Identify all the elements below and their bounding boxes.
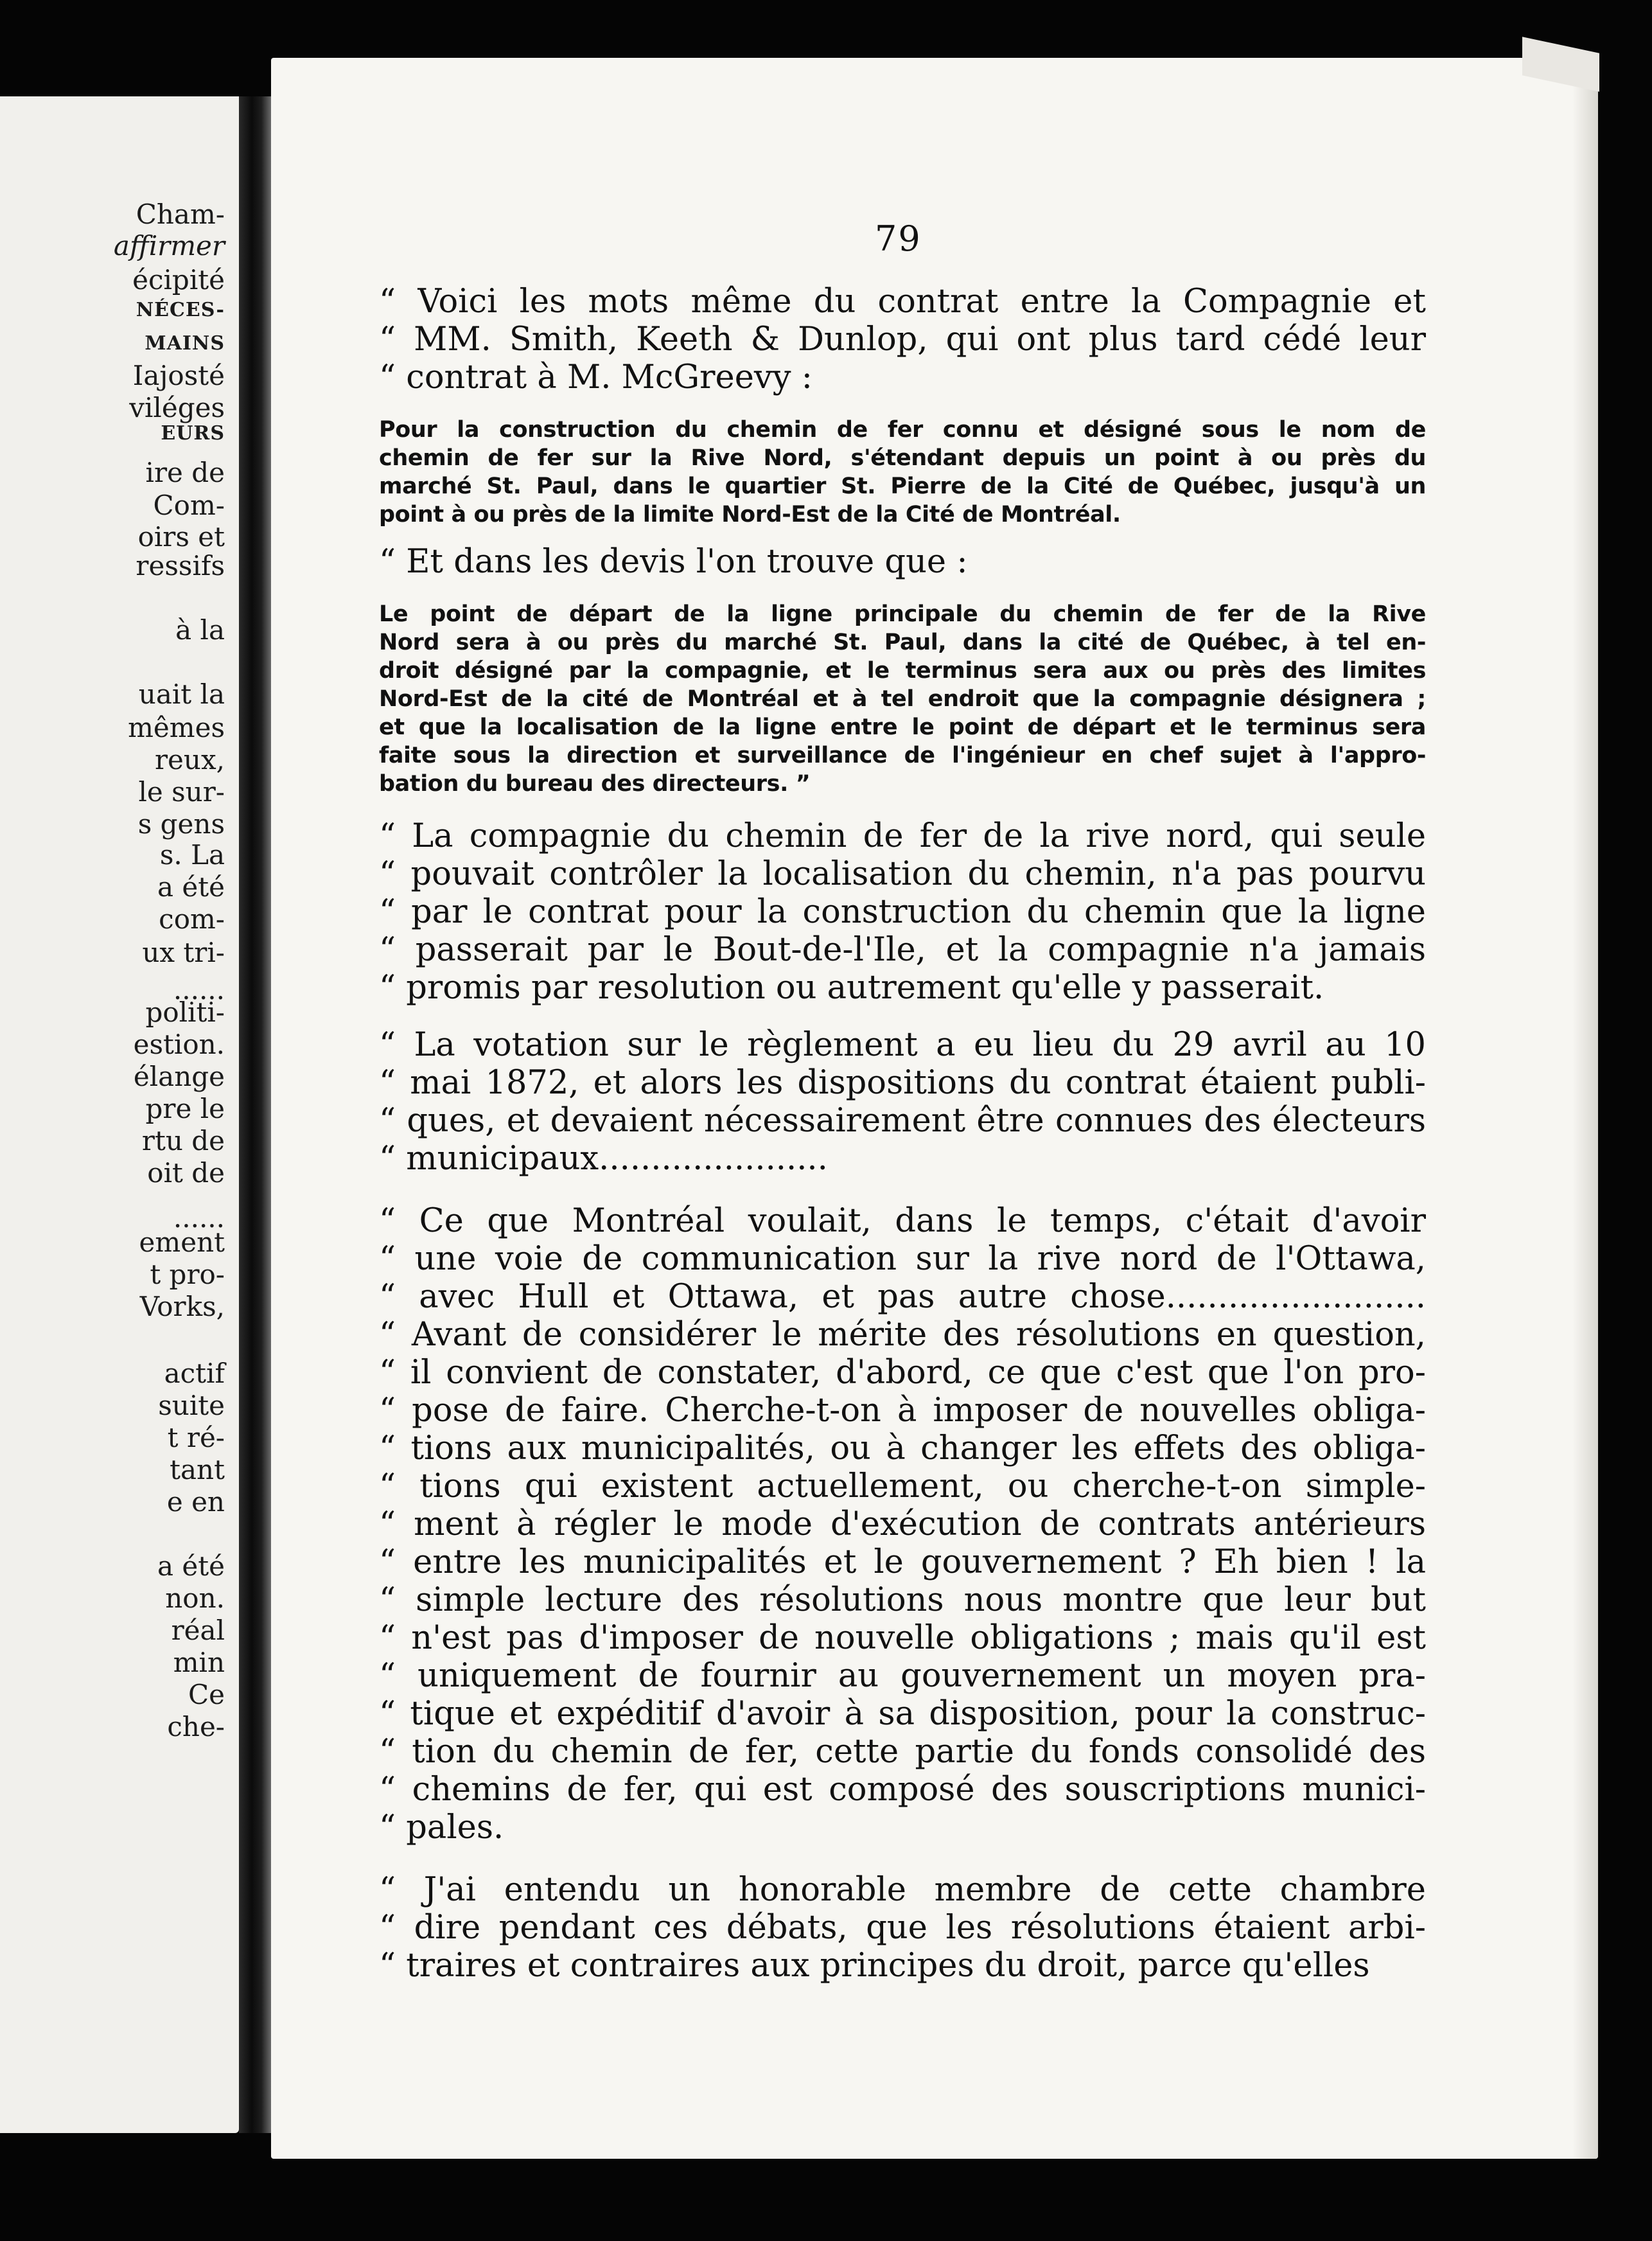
text-line: “ Ce que Montréal voulait, dans le temps, c'était d'avoir xyxy=(379,1202,1426,1240)
paragraph xyxy=(379,416,1426,529)
text-line: “ La compagnie du chemin de fer de la rive nord, qui seule xyxy=(379,817,1426,855)
left-page-line: à la xyxy=(175,614,225,646)
left-page-line: che- xyxy=(167,1711,225,1742)
text-line: “ chemins de fer, qui est composé des souscriptions munici- xyxy=(379,1771,1426,1809)
text-line: “ par le contrat pour la construction du chemin que la ligne xyxy=(379,893,1426,931)
text-line: “ La votation sur le règlement a eu lieu du 29 avril au 10 xyxy=(379,1026,1426,1064)
text-line: “ Voici les mots même du contrat entre la Compagnie et xyxy=(379,283,1426,321)
text-line: “ n'est pas d'imposer de nouvelle obligations ; mais qu'il est xyxy=(379,1619,1426,1657)
text-line: “ une voie de communication sur la rive nord de l'Ottawa, xyxy=(379,1240,1426,1278)
text-line: “ Avant de considérer le mérite des résolutions en question, xyxy=(379,1316,1426,1354)
left-page-line: com- xyxy=(159,903,225,935)
text-line: “ Et dans les devis l'on trouve que : xyxy=(379,543,968,581)
text-line: Le point de départ de la ligne principale du chemin de fer de la Rive xyxy=(379,601,1426,627)
paragraph-gap xyxy=(379,1007,1426,1026)
text-line: “ traires et contraires aux principes du droit, parce qu'elles xyxy=(379,1947,1370,1985)
text-line: “ avec Hull et Ottawa, et pas autre chose......................... xyxy=(379,1278,1426,1316)
paragraph xyxy=(379,817,1426,1007)
left-page-line: oirs et xyxy=(137,521,225,553)
text-line: “ dire pendant ces débats, que les résolutions étaient arbi- xyxy=(379,1909,1426,1947)
left-page-line: politi- xyxy=(145,996,225,1028)
left-page-line: e en xyxy=(166,1486,225,1518)
left-page-line: NÉCES- xyxy=(136,299,225,321)
text-line: point à ou près de la limite Nord-Est de la Cité de Montréal. xyxy=(379,502,1121,527)
left-page-line: non. xyxy=(165,1582,225,1614)
left-page-line: EURS xyxy=(161,422,225,445)
paragraph xyxy=(379,283,1426,396)
left-page-line: suite xyxy=(158,1390,225,1421)
text-line: “ promis par resolution ou autrement qu'elle y passerait. xyxy=(379,969,1324,1007)
text-line: “ municipaux...................... xyxy=(379,1140,828,1178)
left-page-line: ...... xyxy=(173,1202,225,1234)
left-page-line: le sur- xyxy=(138,776,225,808)
left-page-line: estion. xyxy=(133,1029,225,1060)
left-page-line: affirmer xyxy=(113,230,225,261)
left-page-line: min xyxy=(173,1647,225,1678)
text-line: “ uniquement de fournir au gouvernement un moyen pra- xyxy=(379,1657,1426,1695)
text-line: Pour la construction du chemin de fer connu et désigné sous le nom de xyxy=(379,417,1426,443)
page-number: 79 xyxy=(875,218,922,259)
left-page-line: Iajosté xyxy=(132,360,225,391)
text-line: Nord sera à ou près du marché St. Paul, dans la cité de Québec, à tel en- xyxy=(379,630,1426,655)
left-page-line: élange xyxy=(133,1061,225,1092)
text-line: “ il convient de constater, d'abord, ce que c'est que l'on pro- xyxy=(379,1354,1426,1392)
paragraph xyxy=(379,1871,1426,1985)
text-line: “ pouvait contrôler la localisation du chemin, n'a pas pourvu xyxy=(379,855,1426,893)
left-page-line: mêmes xyxy=(128,712,225,743)
left-page-line: viléges xyxy=(129,392,225,423)
left-page-line: uait la xyxy=(138,678,225,710)
left-page-line: s. La xyxy=(159,839,225,871)
text-line: “ tique et expéditif d'avoir à sa disposition, pour la construc- xyxy=(379,1695,1426,1733)
text-line: “ simple lecture des résolutions nous montre que leur but xyxy=(379,1581,1426,1619)
left-page-line: t pro- xyxy=(150,1259,225,1290)
text-line: Nord-Est de la cité de Montréal et à tel endroit que la compagnie désignera ; xyxy=(379,686,1426,712)
left-page-line: t ré- xyxy=(167,1422,225,1453)
text-line: “ pales. xyxy=(379,1809,504,1847)
paragraph-gap xyxy=(379,798,1426,817)
left-page-line: Ce xyxy=(188,1679,225,1710)
text-line: “ ment à régler le mode d'exécution de contrats antérieurs xyxy=(379,1505,1426,1543)
text-line: faite sous la direction et surveillance de l'ingénieur en chef sujet à l'appro- xyxy=(379,743,1426,768)
left-page-line: rtu de xyxy=(141,1125,225,1156)
paragraph xyxy=(379,600,1426,798)
left-page-line: Com- xyxy=(153,490,225,521)
text-line: “ tions qui existent actuellement, ou cherche-t-on simple- xyxy=(379,1467,1426,1505)
left-facing-page xyxy=(0,96,239,2133)
text-line: droit désigné par la compagnie, et le terminus sera aux ou près des limites xyxy=(379,658,1426,684)
text-line: et que la localisation de la ligne entre le point de départ et le terminus sera xyxy=(379,714,1426,740)
paragraph xyxy=(379,543,1426,581)
left-page-line: pre le xyxy=(145,1093,225,1124)
left-page-line: réal xyxy=(171,1615,225,1646)
paragraph-gap xyxy=(379,396,1426,416)
left-page-line: écipité xyxy=(132,264,225,296)
text-line: marché St. Paul, dans le quartier St. Pierre de la Cité de Québec, jusqu'à un xyxy=(379,474,1426,499)
text-line: “ tion du chemin de fer, cette partie du fonds consolidé des xyxy=(379,1733,1426,1771)
text-line: “ pose de faire. Cherche-t-on à imposer de nouvelles obliga- xyxy=(379,1392,1426,1430)
text-line: “ ques, et devaient nécessairement être connues des électeurs xyxy=(379,1102,1426,1140)
book-gutter xyxy=(239,96,271,2133)
text-line: “ passerait par le Bout-de-l'Ile, et la compagnie n'a jamais xyxy=(379,931,1426,969)
page-body xyxy=(379,283,1426,1985)
left-page-line: ement xyxy=(139,1227,225,1258)
main-page xyxy=(271,58,1598,2159)
paragraph xyxy=(379,1026,1426,1178)
left-page-line: reux, xyxy=(154,744,225,775)
left-page-line: s gens xyxy=(137,808,225,840)
text-line: “ entre les municipalités et le gouvernement ? Eh bien ! la xyxy=(379,1543,1426,1581)
paragraph-gap xyxy=(379,1847,1426,1871)
text-line: “ contrat à M. McGreevy : xyxy=(379,359,813,396)
text-line: “ tions aux municipalités, ou à changer les effets des obliga- xyxy=(379,1430,1426,1467)
paragraph-gap xyxy=(379,529,1426,543)
left-page-line: a été xyxy=(157,1550,225,1582)
left-page-line: ux tri- xyxy=(142,937,225,968)
left-page-line: tant xyxy=(170,1454,225,1485)
left-page-line: Cham- xyxy=(136,199,225,230)
left-page-line: ire de xyxy=(145,457,225,488)
left-page-line: Vorks, xyxy=(139,1291,225,1322)
text-line: chemin de fer sur la Rive Nord, s'étendant depuis un point à ou près du xyxy=(379,445,1426,471)
text-line: “ MM. Smith, Keeth & Dunlop, qui ont plus tard cédé leur xyxy=(379,321,1426,359)
left-page-line: actif xyxy=(164,1358,225,1389)
paragraph-gap xyxy=(379,581,1426,600)
left-page-line: ...... xyxy=(173,974,225,1005)
left-page-line: ressifs xyxy=(136,550,225,581)
text-line: bation du bureau des directeurs. ” xyxy=(379,771,811,797)
text-line: “ J'ai entendu un honorable membre de cette chambre xyxy=(379,1871,1426,1909)
paragraph-gap xyxy=(379,1178,1426,1202)
text-line: “ mai 1872, et alors les dispositions du contrat étaient publi- xyxy=(379,1064,1426,1102)
left-page-line: MAINS xyxy=(145,332,225,355)
left-page-line: a été xyxy=(157,871,225,903)
paragraph xyxy=(379,1202,1426,1847)
left-page-line: oit de xyxy=(147,1157,225,1189)
